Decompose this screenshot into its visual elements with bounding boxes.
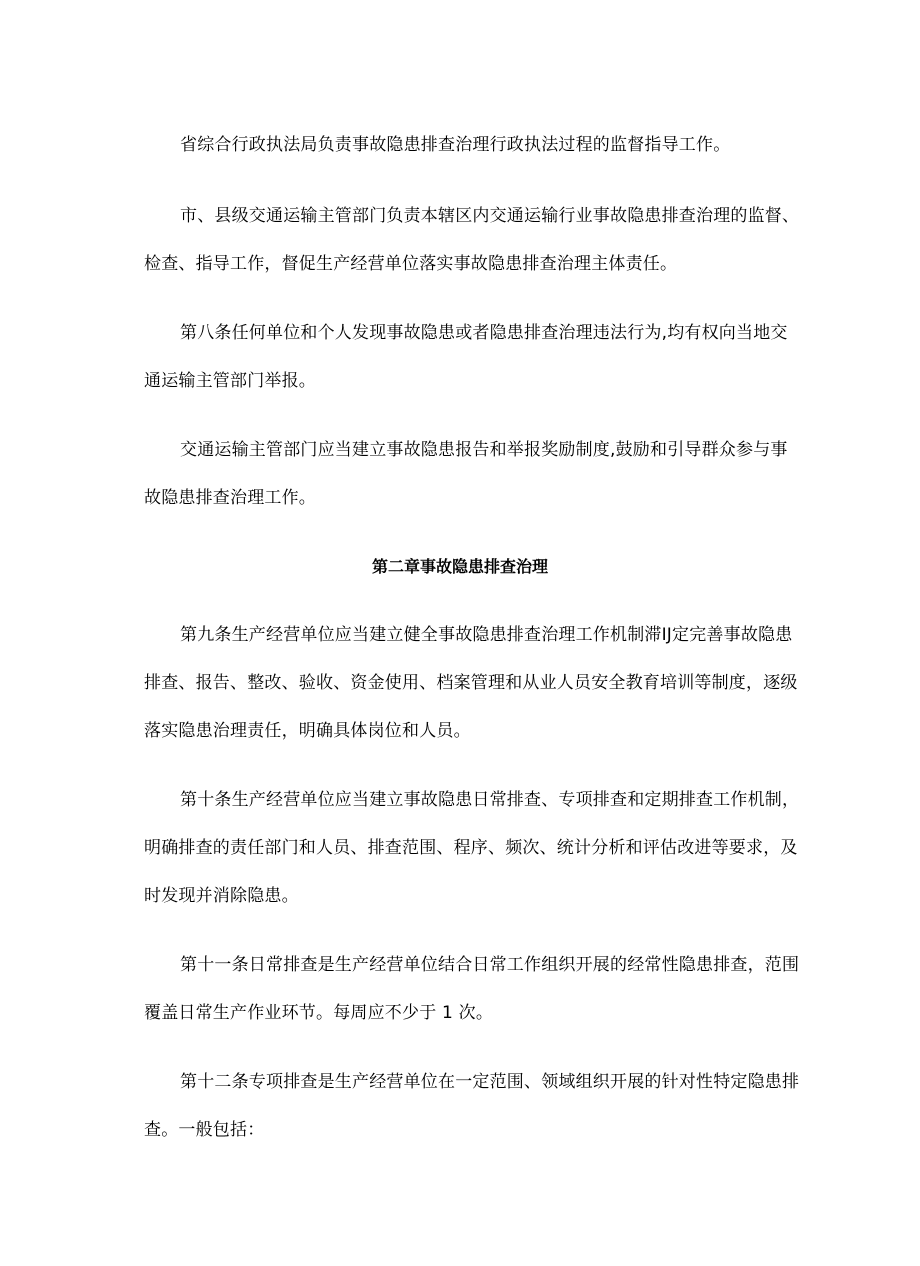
article-11-line-2: 覆盖日常生产作业环节。每周应不少于 1 次。 <box>144 1003 494 1023</box>
paragraph-4-line-1: 交通运输主管部门应当建立事故隐患报告和举报奖励制度,鼓励和引导群众参与事 <box>180 440 788 460</box>
paragraph-2-line-2: 检查、指导工作，督促生产经营单位落实事故隐患排查治理主体责任。 <box>144 254 678 274</box>
article-10-line-2: 明确排查的责任部门和人员、排查范围、程序、频次、统计分析和评估改进等要求，及 <box>144 838 798 858</box>
chapter-heading: 第二章事故隐患排查治理 <box>371 557 548 576</box>
article-9-line-1: 第九条生产经营单位应当建立健全事故隐患排查治理工作机制滞IJ定完善事故隐患 <box>180 625 793 645</box>
article-11-line-1: 第十一条日常排查是生产经营单位结合日常工作组织开展的经常性隐患排查，范围 <box>180 955 800 975</box>
article-10-line-1: 第十条生产经营单位应当建立事故隐患日常排查、专项排查和定期排查工作机制， <box>180 790 800 810</box>
paragraph-2-line-1: 市、县级交通运输主管部门负责本辖区内交通运输行业事故隐患排查治理的监督、 <box>180 206 800 226</box>
article-8-line-1: 第八条任何单位和个人发现事故隐患或者隐患排查治理违法行为,均有权向当地交 <box>180 323 788 343</box>
article-8-line-2: 通运输主管部门举报。 <box>144 371 316 391</box>
article-9-line-3: 落实隐患治理责任，明确具体岗位和人员。 <box>144 721 471 741</box>
paragraph-4-line-2: 故隐患排查治理工作。 <box>144 488 316 508</box>
paragraph-1-line-1: 省综合行政执法局负责事故隐患排查治理行政执法过程的监督指导工作。 <box>180 135 731 155</box>
article-10-line-3: 时发现并消除隐患。 <box>144 886 299 906</box>
article-12-line-2: 查。一般包括： <box>144 1120 265 1140</box>
article-12-line-1: 第十二条专项排查是生产经营单位在一定范围、领域组织开展的针对性特定隐患排 <box>180 1072 800 1092</box>
article-9-line-2: 排查、报告、整改、验收、资金使用、档案管理和从业人员安全教育培训等制度，逐级 <box>144 673 798 693</box>
